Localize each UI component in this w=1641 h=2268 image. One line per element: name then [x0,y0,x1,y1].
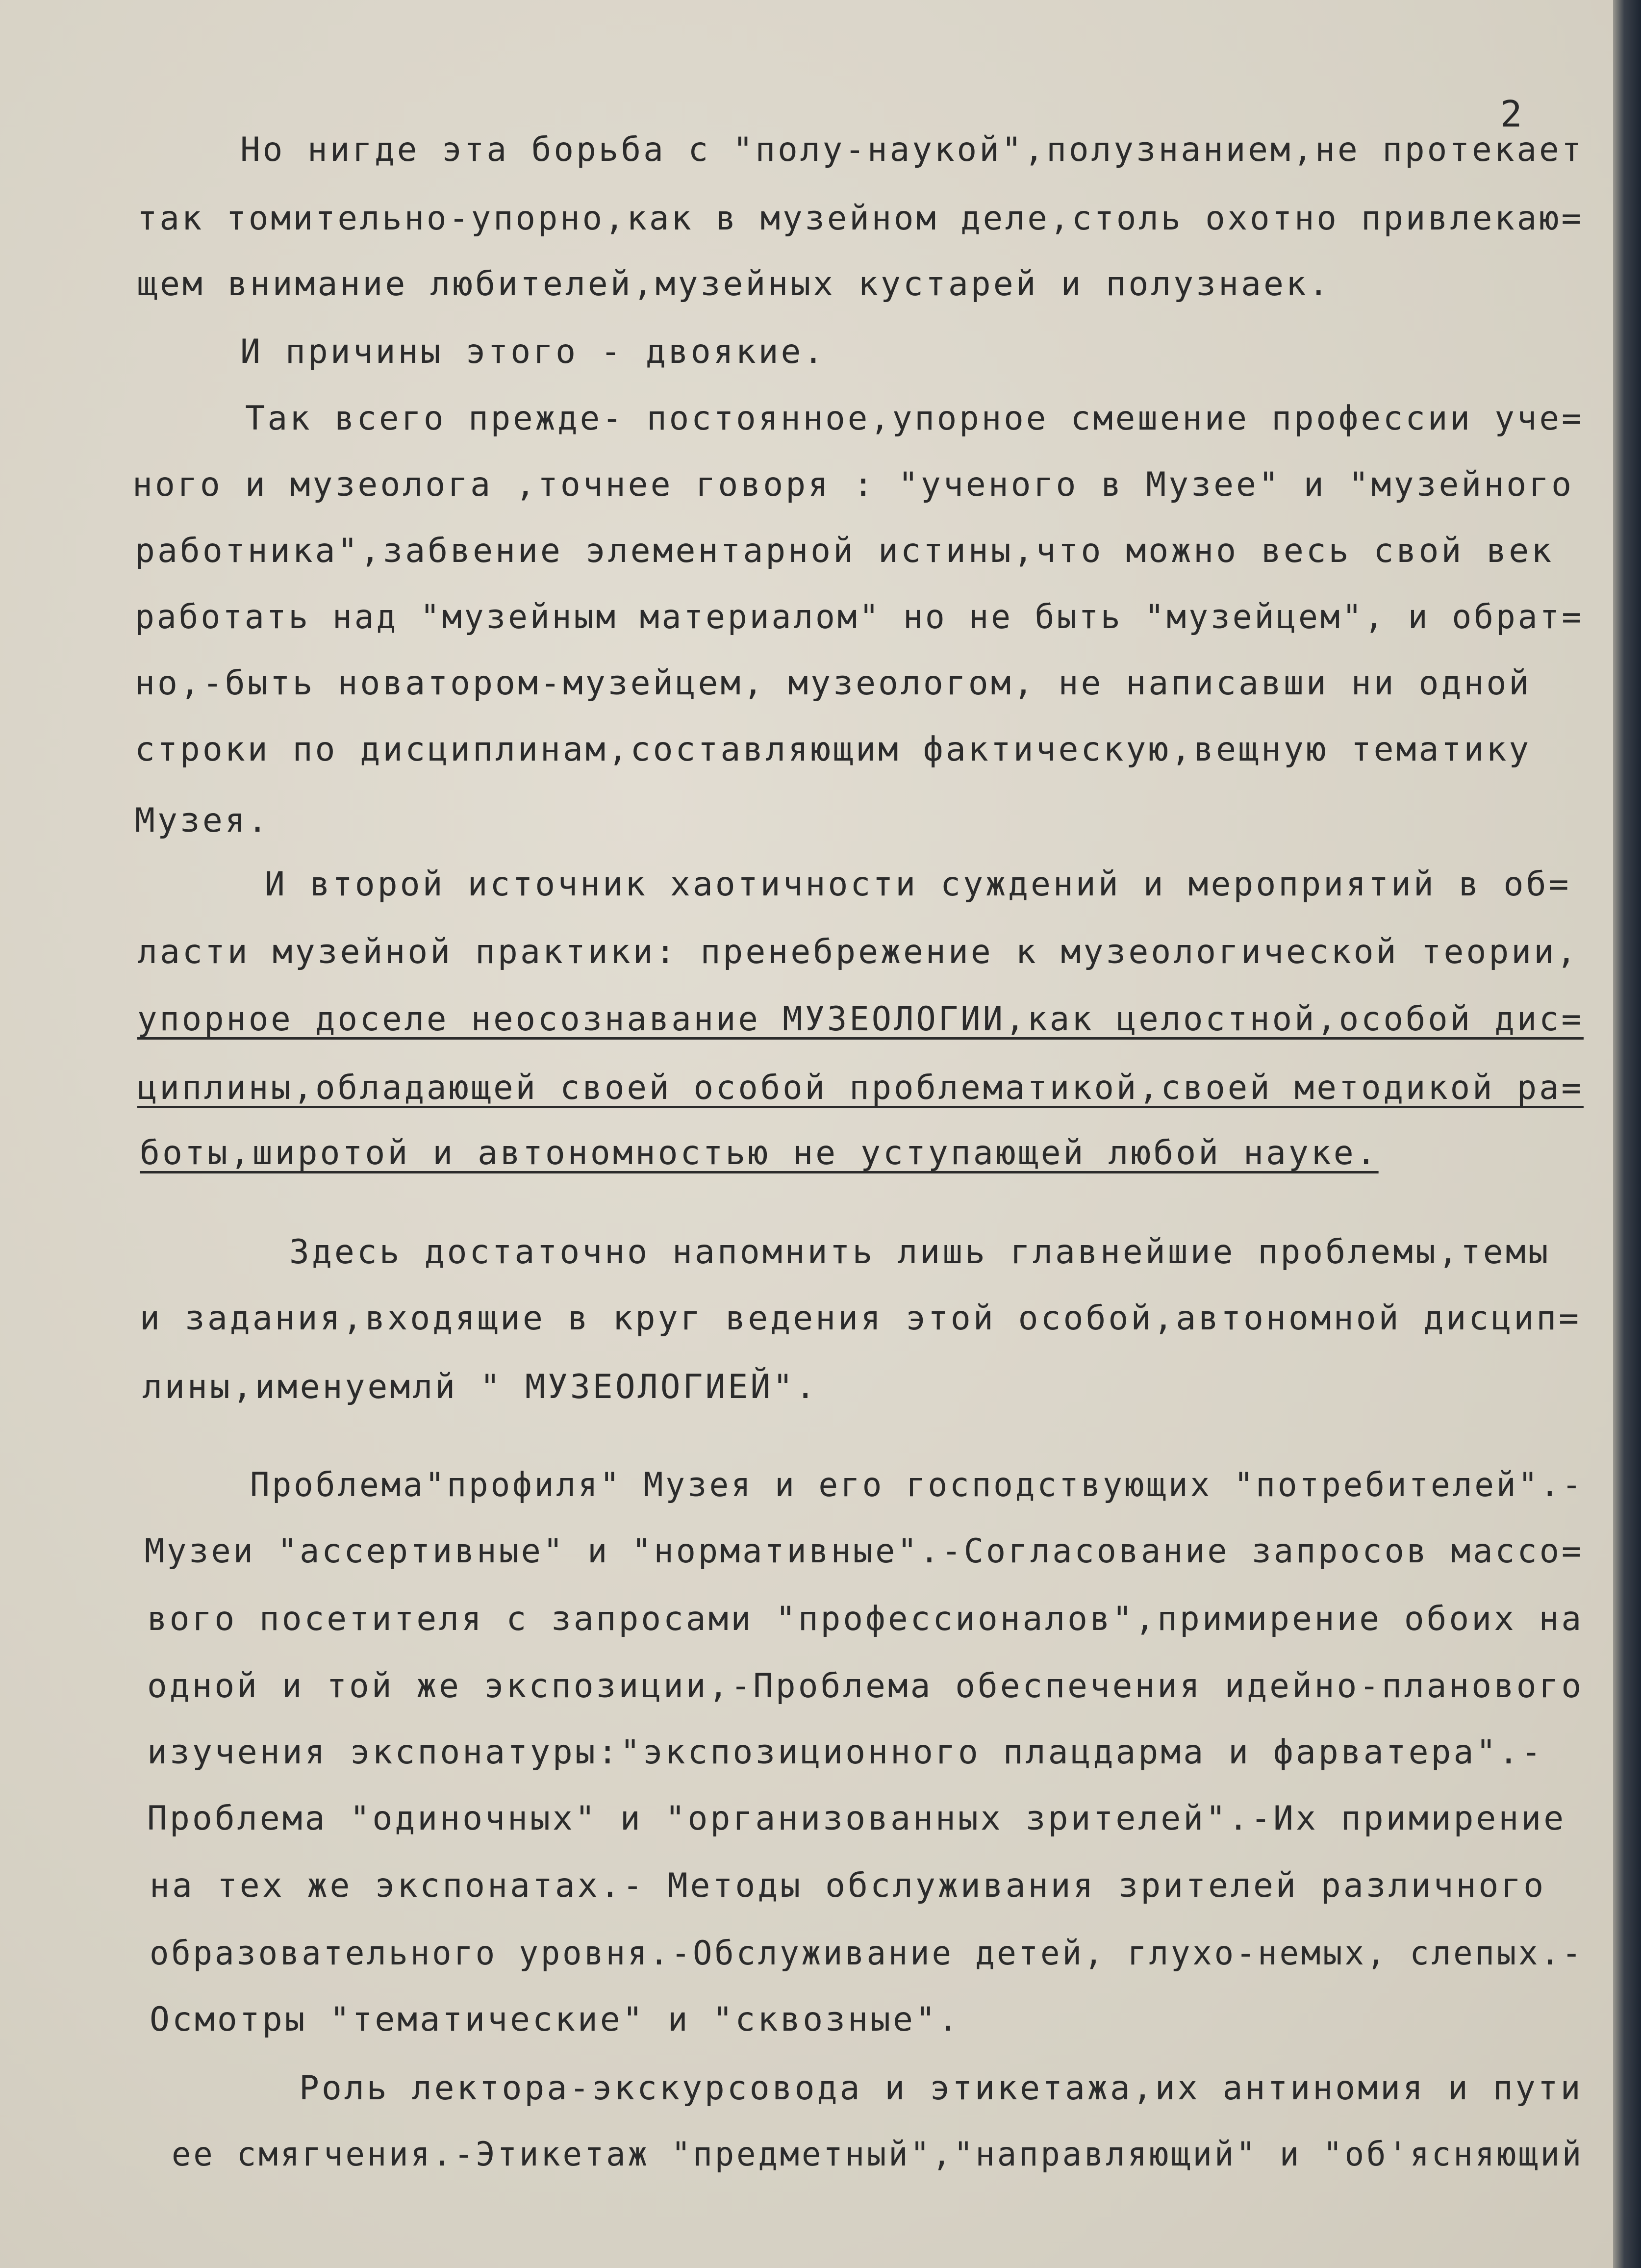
text-line-3: щем внимание любителей,музейных кустарей и полузнаек. [137,265,1331,304]
text-line-12: И второй источник хаотичности суждений и мероприятий в об= [265,865,1571,904]
text-line-22: вого посетителя с запросами "профессионалов",примирение обоих на [147,1600,1584,1638]
text-line-27: образовательного уровня.-Обслуживание детей, глухо-немых, слепых.- [150,1934,1584,1973]
text-line-20: Проблема"профиля" Музея и его господствующих "потребителей".- [250,1466,1584,1504]
text-line-8: работать над "музейным материалом" но не быть "музейцем", и обрат= [135,598,1584,637]
text-line-10: строки по дисциплинам,составляющим фактическую,вещную тематику [135,730,1532,769]
text-line-26: на тех же экспонатах.- Методы обслуживания зрителей различного [150,1866,1546,1905]
page-edge [1613,0,1641,2268]
text-line-25: Проблема "одиночных" и "организованных зрителей".-Их примирение [147,1799,1566,1838]
text-line-24: изучения экспонатуры:"экспозиционного плацдарма и фарватера".- [147,1733,1544,1772]
text-line-16: боты,широтой и автономностью не уступающей любой науке. [140,1134,1379,1172]
text-line-1: Но нигде эта борьба с "полу-наукой",полузнанием,не протекает [240,130,1584,169]
page-number: 2 [1500,93,1522,135]
text-line-2: так томительно-упорно,как в музейном деле,столь охотно привлекаю= [137,199,1584,238]
text-line-15: циплины,обладающей своей особой проблематикой,своей методикой ра= [137,1069,1584,1107]
text-line-30: ее смягчения.-Этикетаж "предметный","направляющий" и "об'ясняющий [172,2135,1584,2174]
text-line-6: ного и музеолога ,точнее говоря : "ученого в Музее" и "музейного [132,465,1574,504]
text-line-23: одной и той же экспозиции,-Проблема обеспечения идейно-планового [147,1667,1584,1706]
text-line-11: Музея. [135,801,270,840]
text-line-5: Так всего прежде- постоянное,упорное смешение профессии уче= [245,399,1584,438]
text-line-19: лины,именуемлй " МУЗЕОЛОГИЕЙ". [142,1368,818,1406]
text-line-4: И причины этого - двоякие. [240,332,826,371]
text-line-9: но,-быть новатором-музейцем, музеологом, не написавши ни одной [135,664,1532,703]
text-line-17: Здесь достаточно напомнить лишь главнейшие проблемы,темы [289,1233,1551,1272]
text-line-18: и задания,входящие в круг ведения этой особой,автономной дисцип= [140,1299,1582,1338]
text-line-29: Роль лектора-экскурсовода и этикетажа,их антиномия и пути [299,2069,1583,2108]
text-line-14: упорное доселе неосознавание МУЗЕОЛОГИИ,как целостной,особой дис= [137,1000,1584,1039]
text-line-7: работника",забвение элементарной истины,что можно весь свой век [135,532,1554,570]
text-line-28: Осмотры "тематические" и "сквозные". [150,2000,960,2039]
text-line-13: ласти музейной практики: пренебрежение к музеологической теории, [137,933,1579,971]
text-line-21: Музеи "ассертивные" и "нормативные".-Согласование запросов массо= [145,1532,1584,1571]
